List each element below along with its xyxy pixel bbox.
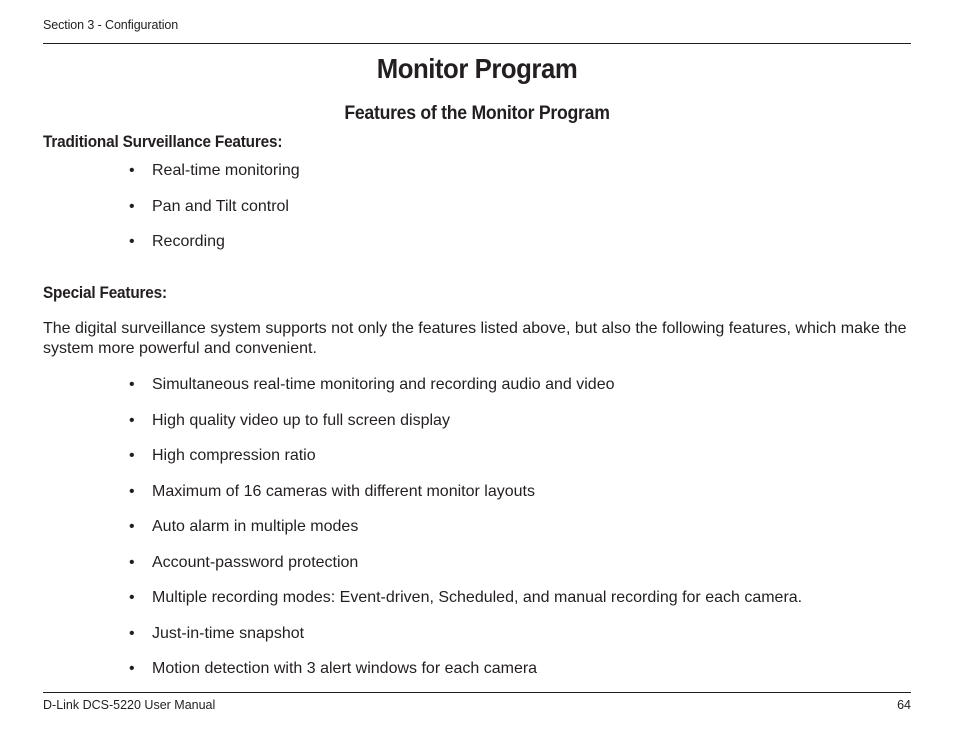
bullet-icon: • bbox=[129, 233, 135, 250]
bullet-icon: • bbox=[129, 162, 135, 179]
list-item: • High compression ratio bbox=[129, 447, 316, 464]
list-item: • Auto alarm in multiple modes bbox=[129, 518, 359, 535]
special-features-heading: Special Features: bbox=[43, 284, 167, 302]
list-item: • Motion detection with 3 alert windows for each camera bbox=[129, 660, 538, 677]
bullet-icon: • bbox=[129, 447, 135, 464]
special-features-description: The digital surveillance system supports not only the features listed above, but also the following features, which make the system more powerful and convenient. bbox=[43, 320, 907, 357]
traditional-features-heading: Traditional Surveillance Features: bbox=[43, 133, 283, 151]
section-header: Section 3 - Configuration bbox=[43, 18, 179, 32]
special-features-list bbox=[0, 375, 802, 695]
list-item: • Just-in-time snapshot bbox=[129, 624, 305, 642]
list-item: • Simultaneous real-time monitoring and recording audio and video bbox=[129, 376, 615, 393]
page-number: 64 bbox=[897, 698, 911, 712]
bullet-icon: • bbox=[129, 589, 135, 606]
page-subtitle: Features of the Monitor Program bbox=[344, 103, 610, 124]
bullet-icon: • bbox=[129, 411, 135, 429]
bullet-icon: • bbox=[129, 553, 135, 571]
bullet-icon: • bbox=[129, 518, 135, 535]
bullet-icon: • bbox=[129, 376, 135, 393]
traditional-features-list bbox=[0, 161, 300, 268]
bullet-icon: • bbox=[129, 660, 135, 677]
manual-name: D-Link DCS-5220 User Manual bbox=[43, 698, 216, 712]
list-item: • Multiple recording modes: Event-driven, Scheduled, and manual recording for each camera. bbox=[129, 589, 803, 606]
list-item: • Real-time monitoring bbox=[129, 162, 300, 179]
list-item: • Recording bbox=[129, 233, 225, 250]
bullet-icon: • bbox=[129, 197, 135, 215]
bullet-icon: • bbox=[129, 624, 135, 642]
header-divider bbox=[43, 43, 911, 44]
footer-divider bbox=[43, 692, 911, 693]
list-item: • Maximum of 16 cameras with different monitor layouts bbox=[129, 482, 535, 500]
bullet-icon: • bbox=[129, 482, 135, 500]
list-item: • Account-password protection bbox=[129, 553, 359, 571]
list-item: • Pan and Tilt control bbox=[129, 197, 289, 215]
page-title: Monitor Program bbox=[376, 53, 578, 84]
list-item: • High quality video up to full screen display bbox=[129, 411, 450, 429]
